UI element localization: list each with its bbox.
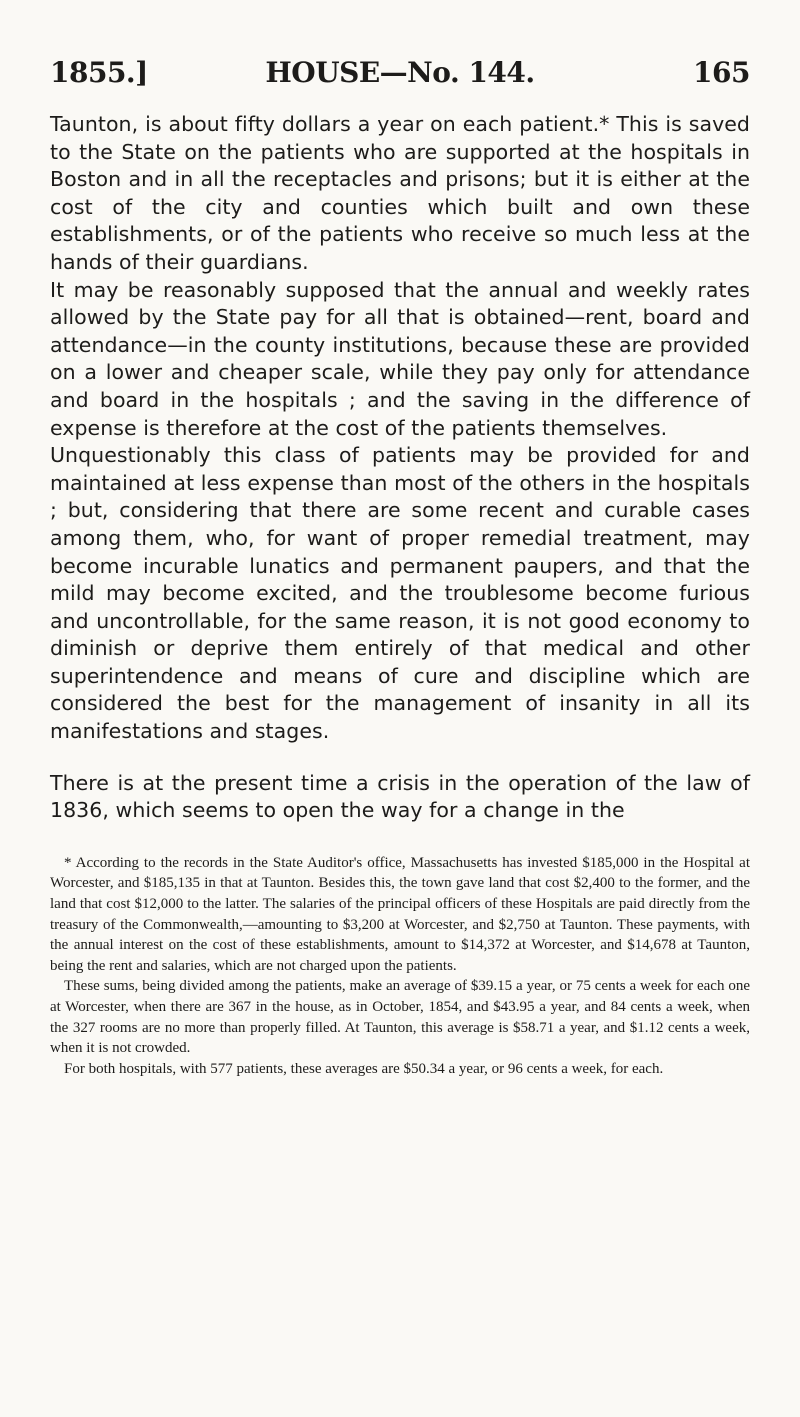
footnotes	[50, 853, 750, 1080]
footnote-2: These sums, being divided among the patients, make an average of $39.15 a year, or 75 cents a week for each one at Worcester, when there are 367 in the house, as in October, 1854, and $43.95 a year, and 84 cents a week, when the 327 rooms are no more than properly filled. At Taunton, this average is $58.71 a year, and $1.12 cents a week, when it is not crowded.	[50, 978, 750, 1057]
footnote-1: * According to the records in the State Auditor's office, Massachusetts has invested $185,000 in the Hospital at Worcester, and $185,135 in that at Taunton. Besides this, the town gave land that cost $2,400 to the former, and the land that cost $12,000 to the latter. The salaries of the principal officers of these Hospitals are paid directly from the treasury of the Commonwealth,—amounting to $3,200 at Worcester, and $2,750 at Taunton. These payments, with the annual interest on the cost of these establishments, amount to $14,372 at Worcester, and $14,678 at Taunton, being the rent and salaries, which are not charged upon the patients.	[50, 854, 750, 974]
body-paragraph-4: There is at the present time a crisis in the operation of the law of 1836, which seems to open the way for a change in the	[50, 770, 750, 823]
body-paragraph-2: It may be reasonably supposed that the annual and weekly rates allowed by the State pay for all that is obtained—rent, board and attendance—in the county institutions, because these are provided on a lower and cheaper scale, while they pay only for attendance and board in the hospitals ; and the saving in the difference of expense is therefore at the cost of the patients themselves.	[50, 277, 750, 440]
body-text	[50, 111, 750, 825]
body-paragraph-1: Taunton, is about fifty dollars a year on each patient.* This is saved to the State on the patients who are supported at the hospitals in Boston and in all the receptacles and prisons; but it is either at the cost of the city and counties which built and own these establishments, or of the patients who receive so much less at the hands of their guardians.	[50, 112, 750, 274]
footnote-3: For both hospitals, with 577 patients, these averages are $50.34 a year, or 96 cents a week, for each.	[64, 1060, 664, 1077]
header-title: HOUSE—No. 144.	[265, 56, 535, 89]
page-number: 165	[693, 56, 750, 89]
running-header	[50, 56, 750, 89]
header-year: 1855.]	[50, 56, 148, 89]
body-paragraph-3: Unquestionably this class of patients may be provided for and maintained at less expense than most of the others in the hospitals ; but, considering that there are some recent and curable cases among them, who, for want of proper remedial treatment, may become incurable lunatics and permanent paupers, and that the mild may become excited, and the troublesome become furious and uncontrollable, for the same reason, it is not good economy to diminish or deprive them entirely of that medical and other superintendence and means of cure and discipline which are considered the best for the management of insanity in all its manifestations and stages.	[50, 443, 750, 744]
